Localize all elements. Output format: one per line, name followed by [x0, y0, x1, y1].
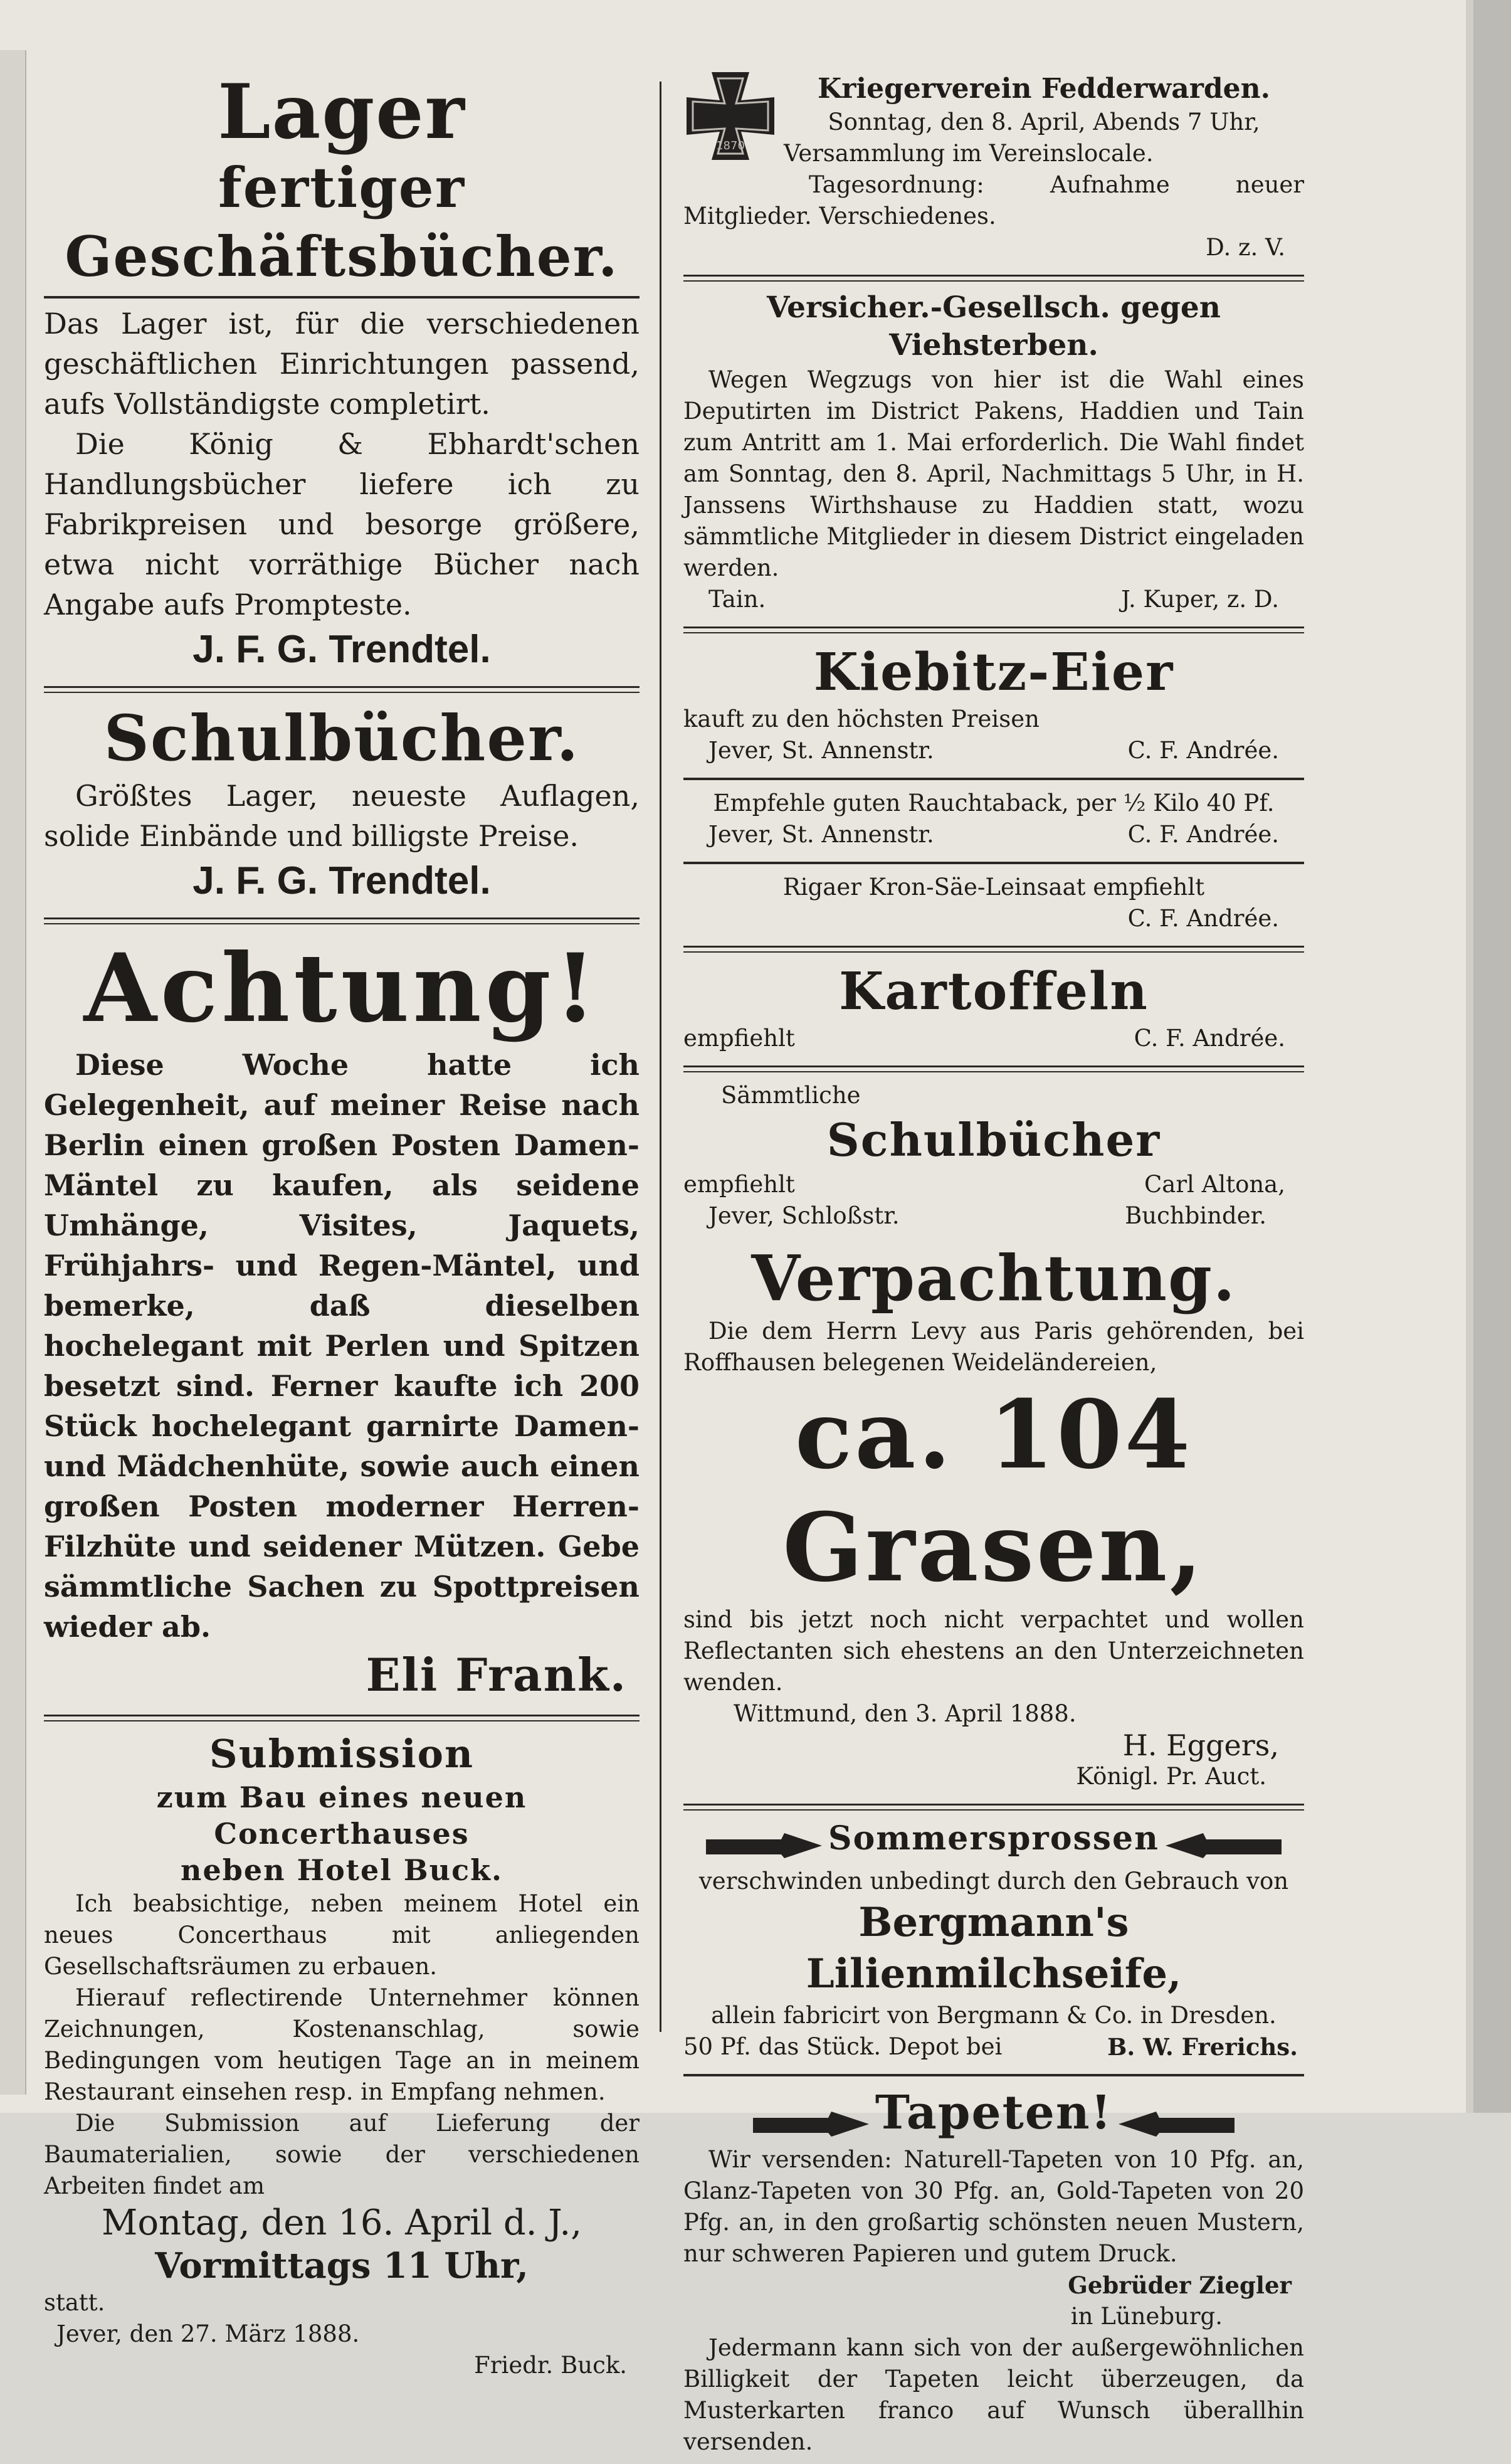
tabak-footer: [683, 819, 1304, 850]
tapeten-signer: Gebrüder Ziegler: [683, 2270, 1304, 2301]
schul-signer: J. F. G. Trendtel.: [44, 856, 640, 906]
ad-verpachtung: [683, 1238, 1304, 1799]
leinsaat-line1: Rigaer Kron-Säe-Leinsaat empfiehlt: [683, 872, 1304, 903]
ad-schulbuecher: [44, 698, 640, 912]
sommer-line1: verschwinden unbedingt durch den Gebrauch von: [683, 1866, 1304, 1897]
vers-title: Versicher.-Gesellsch. gegen Viehsterben.: [683, 289, 1304, 364]
ad-tabak: [683, 785, 1304, 857]
krieger-line1: Sonntag, den 8. April, Abends 7 Uhr,: [784, 107, 1304, 138]
lager-body-1: Das Lager ist, für die verschiedenen geschäftlichen Einrichtungen passend, aufs Vollständigste completirt.: [44, 304, 640, 424]
submission-title: Submission: [44, 1729, 640, 1779]
submission-signer: Friedr. Buck.: [44, 2350, 640, 2381]
kartoffeln-signer: C. F. Andrée.: [1134, 1023, 1285, 1054]
sommer-title: Sommersprossen: [828, 1819, 1159, 1858]
schul2-title: Schulbücher: [683, 1111, 1304, 1169]
pointing-hand-right-icon: [753, 2107, 872, 2144]
rule: [683, 946, 1304, 953]
schul2-role: Buchbinder.: [1125, 1200, 1266, 1232]
submission-statt: statt.: [44, 2287, 640, 2319]
verp-title: Verpachtung.: [683, 1240, 1304, 1316]
schul-body: Größtes Lager, neueste Auflagen, solide Einbände und billigste Preise.: [44, 776, 640, 856]
lager-subtitle: fertiger Geschäftsbücher.: [44, 153, 640, 291]
tapeten-body: Wir versenden: Naturell-Tapeten von 10 Pfg. an, Glanz-Tapeten von 30 Pfg. an, Gold-Tapeten von 20 Pfg. an, in den großartig schönsten neuen Mustern, nur schweren Papieren und gutem Druck.: [683, 2144, 1304, 2270]
ad-lager: [44, 69, 640, 681]
krieger-line3: Tagesordnung: Aufnahme neuer Mitglieder. Verschiedenes.: [683, 169, 1304, 232]
schul2-place: Jever, Schloßstr.: [708, 1200, 900, 1232]
iron-cross-icon: [683, 69, 777, 163]
tabak-place: Jever, St. Annenstr.: [708, 819, 934, 850]
ad-versicherung: [683, 287, 1304, 621]
vers-body: Wegen Wegzugs von hier ist die Wahl eines Deputirten im District Pakens, Haddien und Tain zum Antritt am 1. Mai erforderlich. Die Wahl findet am Sonntag, den 8. April, Nachmittags 5 Uhr, in H. Janssens Wirthshause zu Haddien statt, wozu sämmtliche Mitglieder in diesem District eingeladen werden.: [683, 364, 1304, 584]
sommer-big: Bergmann's Lilienmilchseife,: [683, 1897, 1304, 2000]
cross-year: 1870: [716, 139, 745, 152]
ad-kiebitz: [683, 638, 1304, 773]
tabak-line1: Empfehle guten Rauchtaback, per ½ Kilo 40 Pf.: [683, 788, 1304, 819]
schul2-left: empfiehlt: [683, 1169, 795, 1200]
submission-date-2: Vormittags 11 Uhr,: [44, 2245, 640, 2287]
submission-body-1: Ich beabsichtige, neben meinem Hotel ein neues Concerthaus mit anliegenden Gesellschaftsräumen zu erbauen.: [44, 1888, 640, 1982]
krieger-title: Kriegerverein Fedderwarden.: [784, 71, 1304, 107]
krieger-signer: D. z. V.: [683, 232, 1304, 263]
ad-submission: [44, 1726, 640, 2387]
lager-signer: J. F. G. Trendtel.: [44, 625, 640, 675]
kiebitz-line1: kauft zu den höchsten Preisen: [683, 704, 1304, 735]
rule: [683, 627, 1304, 633]
kartoffeln-footer: [683, 1023, 1304, 1054]
page-edge-shadow: [1466, 0, 1473, 2113]
kiebitz-place: Jever, St. Annenstr.: [708, 735, 934, 766]
rule: [683, 2074, 1304, 2076]
sommer-line3: 50 Pf. das Stück. Depot bei: [683, 2031, 1002, 2063]
ad-sommersprossen: [683, 1816, 1304, 2069]
rule: [683, 1065, 1304, 1072]
left-column: [44, 69, 640, 2387]
rule: [683, 778, 1304, 780]
rule: [44, 296, 640, 299]
submission-body-3: Die Submission auf Lieferung der Baumaterialien, sowie der verschiedenen Arbeiten findet am: [44, 2108, 640, 2202]
rule: [44, 917, 640, 924]
tapeten-body-2: Jedermann kann sich von der außergewöhnlichen Billigkeit der Tapeten leicht überzeugen, da Musterkarten franco auf Wunsch überallhin versenden.: [683, 2332, 1304, 2458]
verp-signer: H. Eggers,: [683, 1730, 1304, 1761]
vers-footer: [683, 584, 1304, 615]
schul2-pre: Sämmtliche: [683, 1080, 1304, 1111]
verp-place: Wittmund, den 3. April 1888.: [683, 1698, 1304, 1730]
kiebitz-footer: [683, 735, 1304, 766]
vers-signer: J. Kuper, z. D.: [1121, 584, 1279, 615]
schul2-signer: Carl Altona,: [1144, 1169, 1285, 1200]
lager-title: Lager: [44, 71, 640, 153]
ad-achtung: [44, 929, 640, 1710]
right-column: [683, 69, 1304, 2464]
achtung-body: Diese Woche hatte ich Gelegenheit, auf meiner Reise nach Berlin einen großen Posten Damen-Mäntel zu kaufen, als seidene Umhänge, Visites, Jaquets, Frühjahrs- und Regen-Mäntel, und bemerke, daß dieselben hochelegant mit Perlen und Spitzen besetzt sind. Ferner kaufte ich 200 Stück hochelegant garnirte Damen- und Mädchenhüte, sowie auch einen großen Posten moderner Herren-Filzhüte und seidener Mützen. Gebe sämmtliche Sachen zu Spottpreisen wieder ab.: [44, 1045, 640, 1647]
kartoffeln-title: Kartoffeln: [683, 960, 1304, 1023]
leinsaat-signer: C. F. Andrée.: [683, 903, 1304, 934]
schul2-row1: [683, 1169, 1304, 1200]
krieger-line2: Versammlung im Vereinslocale.: [784, 138, 1304, 169]
kiebitz-signer: C. F. Andrée.: [1128, 735, 1279, 766]
lager-body-2: Die König & Ebhardt'schen Handlungsbücher liefere ich zu Fabrikpreisen und besorge größere, etwa nicht vorräthige Bücher nach Angabe aufs Prompteste.: [44, 424, 640, 625]
submission-body-2: Hierauf reflectirende Unternehmer können Zeichnungen, Kostenanschlag, sowie Bedingungen vom heutigen Tage an in meinem Restaurant einsehen resp. in Empfang nehmen.: [44, 1982, 640, 2108]
verp-body-2: sind bis jetzt noch nicht verpachtet und wollen Reflectanten sich ehestens an den Unterzeichneten wenden.: [683, 1604, 1304, 1698]
sommer-line2: allein fabricirt von Bergmann & Co. in Dresden.: [683, 2000, 1304, 2031]
tapeten-title: Tapeten!: [875, 2086, 1112, 2140]
tabak-signer: C. F. Andrée.: [1128, 819, 1279, 850]
achtung-title: Achtung!: [44, 932, 640, 1045]
rule: [44, 686, 640, 693]
submission-date-1: Montag, den 16. April d. J.,: [44, 2202, 640, 2245]
ad-kriegerverein: [683, 69, 1304, 270]
column-divider: [660, 82, 661, 2032]
submission-place: Jever, den 27. März 1888.: [44, 2319, 640, 2350]
rule: [683, 1804, 1304, 1811]
pointing-hand-left-icon: [1115, 2107, 1235, 2144]
sommer-footer: [683, 2031, 1304, 2063]
schul2-row2: [683, 1200, 1304, 1232]
vers-place: Tain.: [708, 584, 766, 615]
adjacent-page-strip: [0, 50, 26, 2095]
pointing-hand-left-icon: [1162, 1828, 1282, 1866]
verp-role: Königl. Pr. Auct.: [683, 1761, 1304, 1792]
schul-title: Schulbücher.: [44, 701, 640, 776]
ad-tapeten: [683, 2081, 1304, 2464]
kiebitz-title: Kiebitz-Eier: [683, 641, 1304, 704]
ad-leinsaat: [683, 869, 1304, 941]
verp-body-1: Die dem Herrn Levy aus Paris gehörenden, bei Roffhausen belegenen Weideländereien,: [683, 1316, 1304, 1378]
page-edge: [1473, 0, 1511, 2113]
kartoffeln-left: empfiehlt: [683, 1023, 795, 1054]
submission-line3: neben Hotel Buck.: [44, 1852, 640, 1888]
ad-kartoffeln: [683, 958, 1304, 1060]
submission-line2: zum Bau eines neuen Concerthauses: [44, 1779, 640, 1852]
rule: [683, 862, 1304, 864]
achtung-signer: Eli Frank.: [44, 1647, 640, 1703]
ad-schulbuecher-2: [683, 1077, 1304, 1238]
rule: [44, 1715, 640, 1721]
pointing-hand-right-icon: [706, 1828, 825, 1866]
verp-big: ca. 104 Grasen,: [683, 1378, 1304, 1604]
rule: [683, 275, 1304, 282]
tapeten-place: in Lüneburg.: [683, 2301, 1304, 2332]
sommer-signer: B. W. Frerichs.: [1107, 2031, 1298, 2063]
